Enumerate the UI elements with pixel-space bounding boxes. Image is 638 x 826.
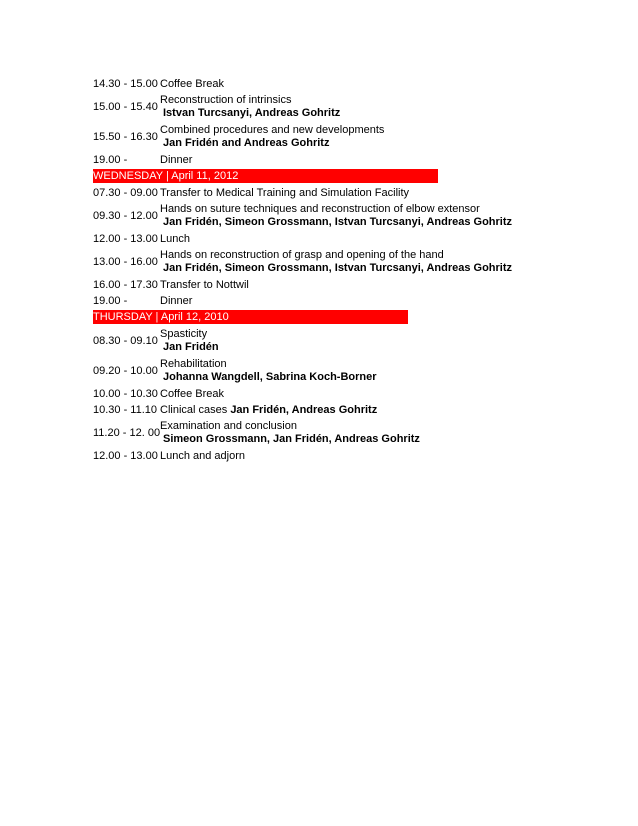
session-description (160, 420, 420, 446)
time-slot: 10.30 - 11.10 (93, 403, 158, 416)
day-header-wednesday: WEDNESDAY | April 11, 2012 (93, 169, 438, 183)
schedule-row (93, 293, 513, 309)
session-title: Reconstruction of intrinsics (160, 94, 292, 106)
schedule-row (93, 231, 513, 247)
schedule-row (93, 122, 513, 152)
session-speakers: Simeon Grossmann, Jan Fridén, Andreas Gohritz (163, 433, 420, 445)
schedule-row (93, 92, 513, 122)
schedule-row (93, 277, 513, 293)
session-title: Lunch and adjorn (160, 449, 246, 462)
session-title: Clinical cases (160, 403, 231, 416)
program-schedule (93, 76, 513, 464)
session-speakers: Johanna Wangdell, Sabrina Koch-Borner (163, 371, 377, 383)
session-description (160, 358, 377, 384)
time-slot: 16.00 - 17.30 (93, 278, 158, 291)
time-slot: 10.00 - 10.30 (93, 387, 158, 400)
time-slot: 08.30 - 09.10 (93, 334, 158, 347)
session-title: Lunch (160, 232, 190, 245)
session-description (160, 404, 377, 417)
session-title: Spasticity (160, 328, 208, 340)
time-slot: 09.20 - 10.00 (93, 364, 158, 377)
day-header-thursday: THURSDAY | April 12, 2010 (93, 310, 408, 324)
session-title: Dinner (160, 294, 193, 307)
session-title: Dinner (160, 153, 193, 166)
schedule-row (93, 356, 513, 386)
time-slot: 14.30 - 15.00 (93, 77, 158, 90)
session-title: Hands on suture techniques and reconstruction of elbow extensor (160, 203, 480, 215)
session-description (160, 328, 219, 354)
time-slot: 13.00 - 16.00 (93, 255, 158, 268)
session-speakers: Jan Fridén, Simeon Grossmann, Istvan Turcsanyi, Andreas Gohritz (163, 262, 513, 274)
schedule-row (93, 326, 513, 356)
schedule-row (93, 386, 513, 402)
schedule-row (93, 185, 513, 201)
schedule-row (93, 418, 513, 448)
time-slot: 12.00 - 13.00 (93, 232, 158, 245)
session-description (160, 94, 340, 120)
session-speakers: Jan Fridén, Simeon Grossmann, Istvan Turcsanyi, Andreas Gohritz (163, 216, 513, 228)
time-slot: 19.00 - (93, 294, 128, 307)
session-title: Rehabilitation (160, 358, 227, 370)
session-title: Examination and conclusion (160, 420, 297, 432)
schedule-row (93, 76, 513, 92)
time-slot: 15.00 - 15.40 (93, 100, 158, 113)
schedule-row (93, 247, 513, 277)
session-title: Coffee Break (160, 77, 225, 90)
session-title: Transfer to Nottwil (160, 278, 249, 291)
time-slot: 11.20 - 12. 00 (93, 426, 161, 439)
session-speakers: Jan Fridén, Andreas Gohritz (230, 403, 378, 416)
schedule-row (93, 448, 513, 464)
session-speakers: Jan Fridén (163, 341, 219, 353)
time-slot: 19.00 - (93, 153, 128, 166)
session-speakers: Jan Fridén and Andreas Gohritz (163, 137, 330, 149)
session-title: Combined procedures and new developments (160, 124, 385, 136)
session-description (160, 203, 512, 229)
session-description (160, 249, 512, 275)
schedule-row (93, 201, 513, 231)
time-slot: 07.30 - 09.00 (93, 186, 158, 199)
session-title: Coffee Break (160, 387, 225, 400)
time-slot: 12.00 - 13.00 (93, 449, 158, 462)
schedule-row (93, 402, 513, 418)
time-slot: 15.50 - 16.30 (93, 130, 158, 143)
time-slot: 09.30 - 12.00 (93, 209, 158, 222)
session-description (160, 124, 384, 150)
session-title: Transfer to Medical Training and Simulation Facility (160, 186, 410, 199)
schedule-row (93, 152, 513, 168)
session-speakers: Istvan Turcsanyi, Andreas Gohritz (163, 107, 341, 119)
session-title: Hands on reconstruction of grasp and opening of the hand (160, 249, 444, 261)
